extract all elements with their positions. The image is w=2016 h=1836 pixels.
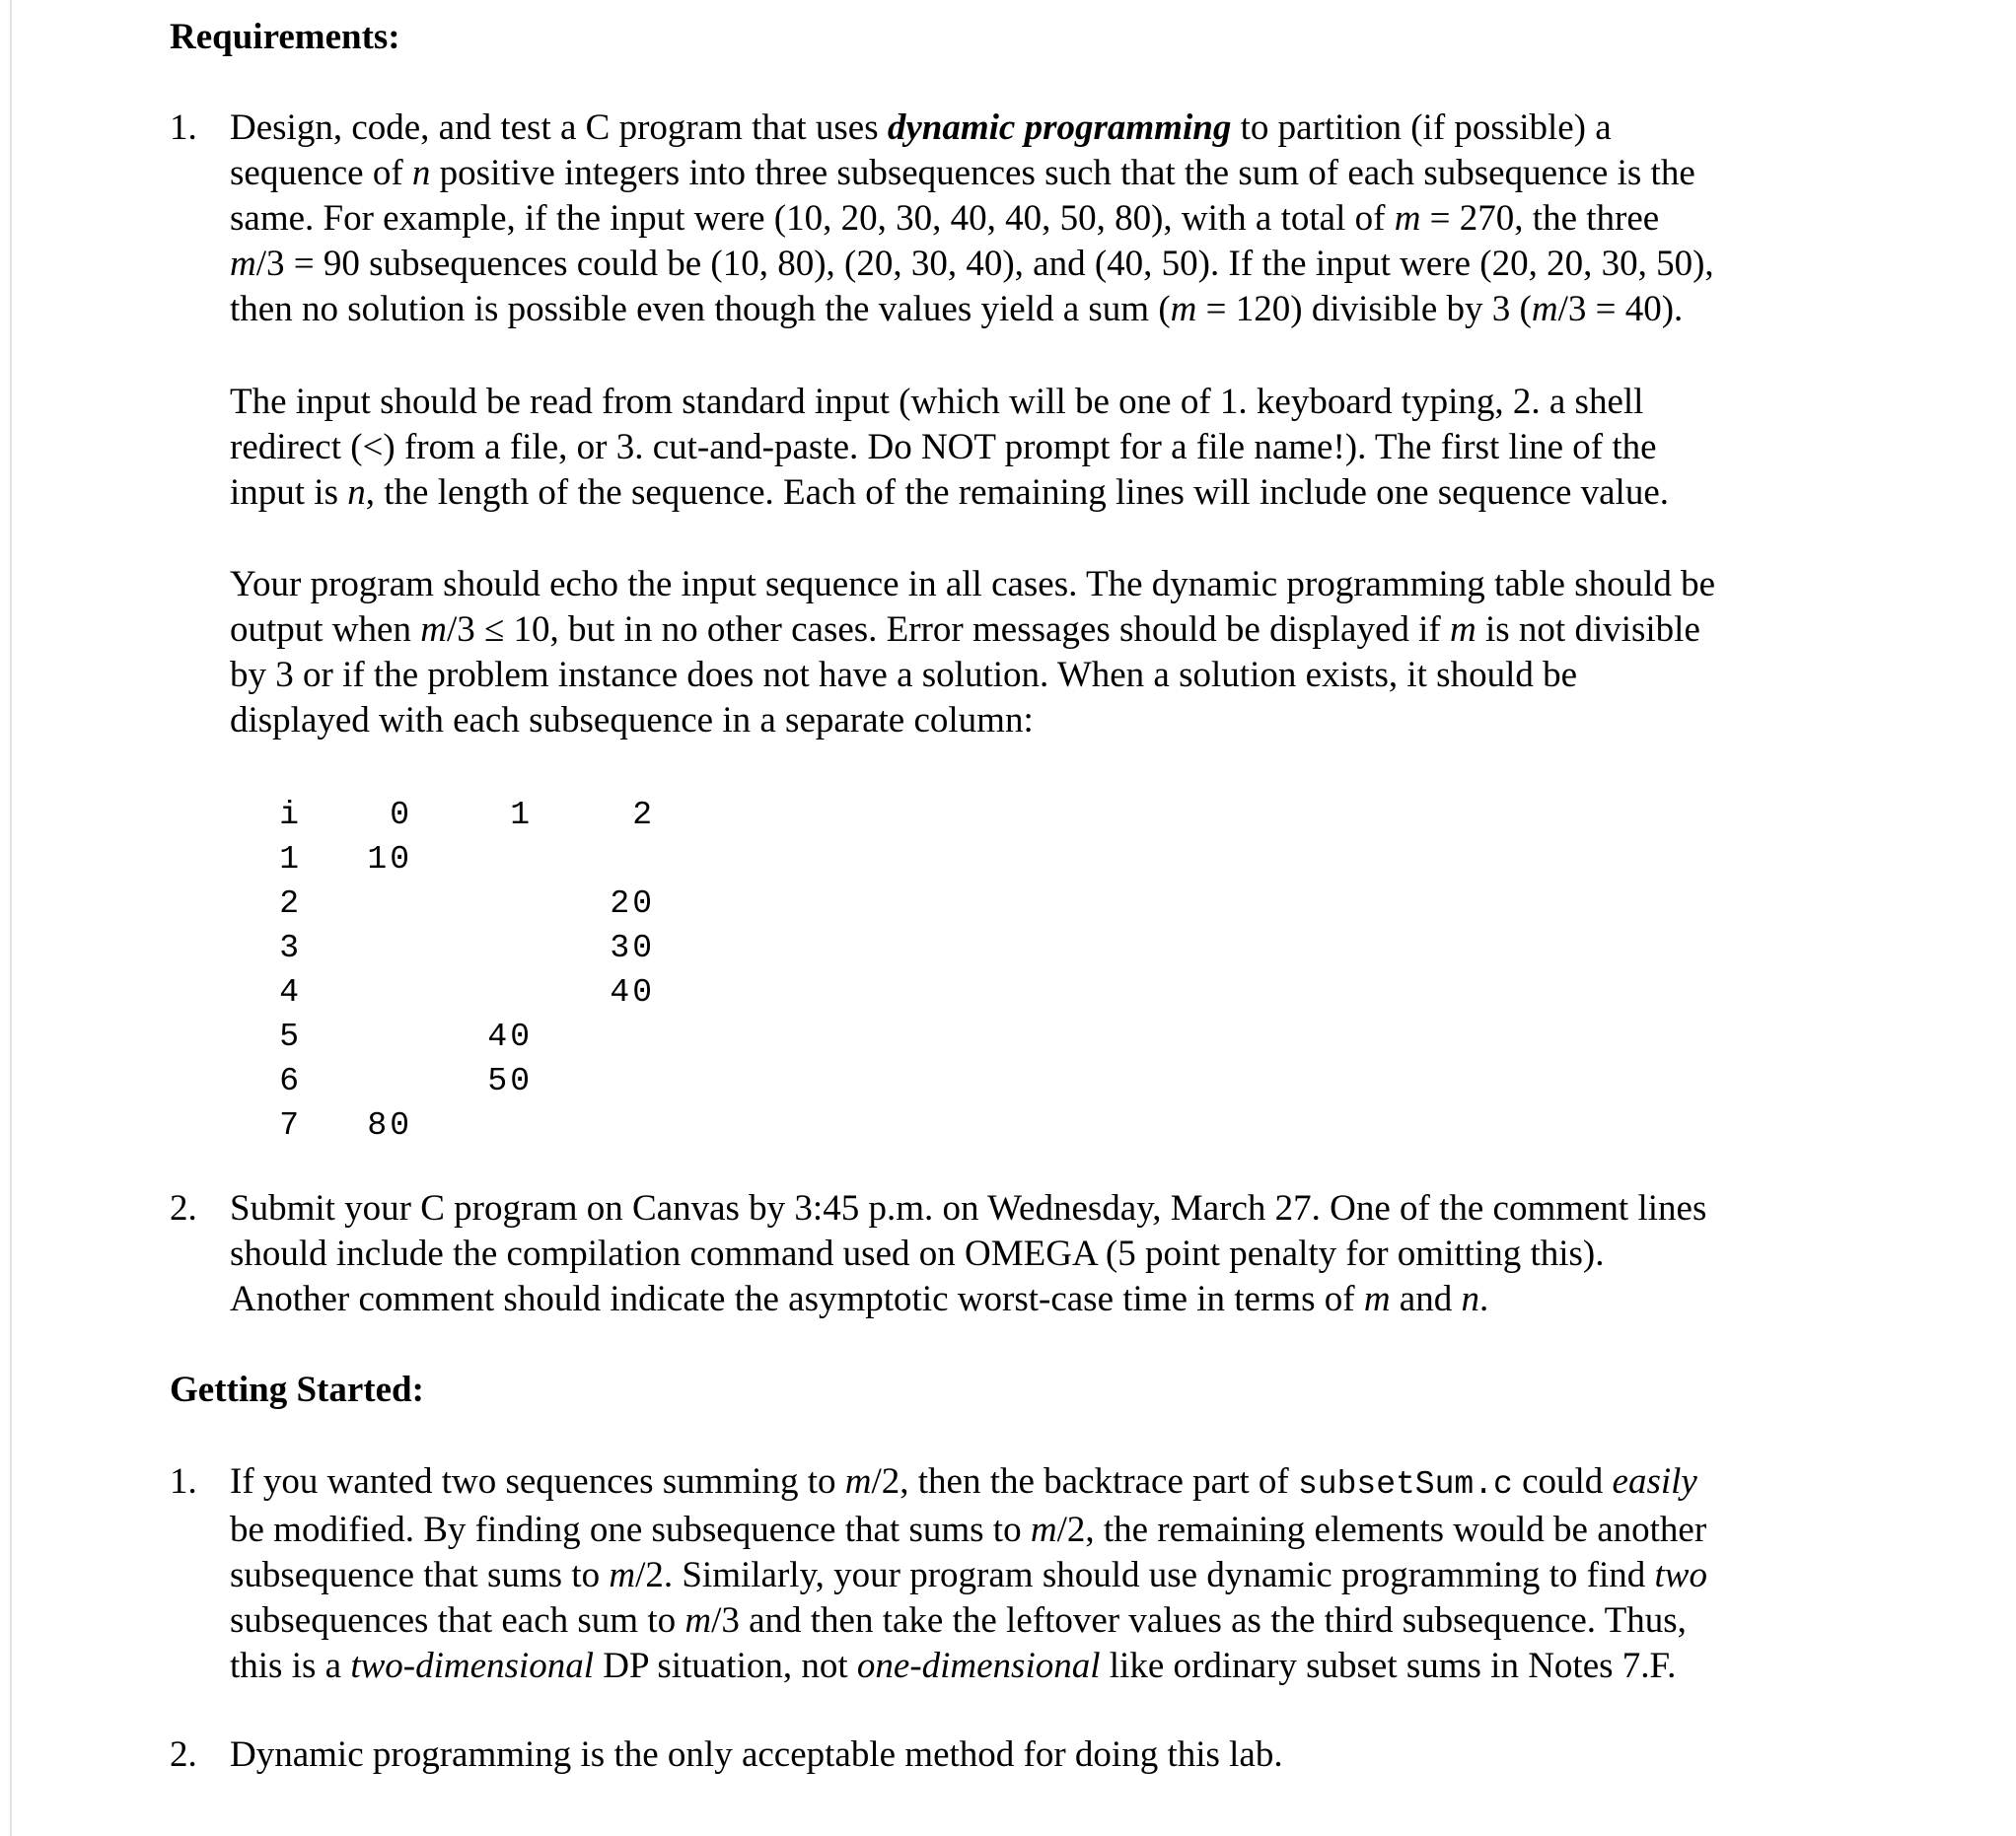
table-cell: 20 <box>610 885 655 922</box>
getting-started-item-1-paragraph <box>230 1459 1707 1689</box>
table-cell: 30 <box>610 930 655 966</box>
requirements-item-1-paragraph-1 <box>230 106 1714 332</box>
text-line: Another comment should indicate the asymptotic worst-case time in terms of m and n. <box>230 1279 1489 1319</box>
text-line: If you wanted two sequences summing to m/2, then the backtrace part of subsetSum.c could easily <box>230 1461 1697 1503</box>
table-cell: 5 <box>279 1019 302 1055</box>
table-row <box>227 1103 700 1148</box>
table-row <box>227 926 700 970</box>
table-header-cell: i <box>279 797 302 833</box>
table-cell: 80 <box>367 1107 412 1144</box>
requirements-item-1-number: 1. <box>170 107 197 148</box>
text-line: m/3 = 90 subsequences could be (10, 80), (20, 30, 40), and (40, 50). If the input were (20, 20, 30, 50), <box>230 244 1714 284</box>
getting-started-heading: Getting Started: <box>170 1370 424 1410</box>
getting-started-item-1-number: 1. <box>170 1461 197 1502</box>
table-cell: 2 <box>279 885 302 922</box>
requirements-item-1-paragraph-2 <box>230 380 1669 516</box>
text-line: should include the compilation command used on OMEGA (5 point penalty for omitting this). <box>230 1234 1605 1274</box>
text-line: subsequences that each sum to m/3 and then take the leftover values as the third subsequence. Thus, <box>230 1600 1687 1641</box>
text-line: input is n, the length of the sequence. Each of the remaining lines will include one sequence value. <box>230 472 1670 513</box>
code-filename: subsetSum.c <box>1297 1466 1513 1503</box>
table-row <box>227 882 700 926</box>
requirements-item-2-paragraph <box>230 1186 1706 1322</box>
table-row <box>227 1059 700 1103</box>
text-line: Design, code, and test a C program that uses dynamic programming to partition (if possible) a <box>230 107 1612 148</box>
table-cell: 40 <box>610 974 655 1011</box>
page-edge-divider <box>10 0 12 1836</box>
table-cell: 4 <box>279 974 302 1011</box>
table-cell: 50 <box>487 1063 533 1099</box>
text-line: same. For example, if the input were (10, 20, 30, 40, 40, 50, 80), with a total of m = 270, the three <box>230 198 1660 239</box>
requirements-item-2-number: 2. <box>170 1188 197 1229</box>
text-line: subsequence that sums to m/2. Similarly, your program should use dynamic programming to find two <box>230 1555 1707 1595</box>
table-cell: 1 <box>279 841 302 878</box>
text-line: this is a two-dimensional DP situation, not one-dimensional like ordinary subset sums in Notes 7.F. <box>230 1646 1677 1686</box>
getting-started-item-2-number: 2. <box>170 1734 197 1775</box>
table-cell: 6 <box>279 1063 302 1099</box>
getting-started-item-2-paragraph <box>230 1732 1283 1778</box>
text-line: Your program should echo the input sequence in all cases. The dynamic programming table should be <box>230 564 1716 604</box>
table-header-row <box>227 793 700 837</box>
text-line: Dynamic programming is the only acceptable method for doing this lab. <box>230 1734 1283 1775</box>
text-line: by 3 or if the problem instance does not have a solution. When a solution exists, it should be <box>230 655 1578 695</box>
table-cell: 40 <box>487 1019 533 1055</box>
table-header-cell: 0 <box>390 797 412 833</box>
text-line: displayed with each subsequence in a separate column: <box>230 700 1034 741</box>
table-row <box>227 1015 700 1059</box>
text-line: redirect (<) from a file, or 3. cut-and-paste. Do NOT prompt for a file name!). The first line of the <box>230 427 1657 467</box>
requirements-heading: Requirements: <box>170 17 400 57</box>
text-line: output when m/3 ≤ 10, but in no other cases. Error messages should be displayed if m is not divisible <box>230 609 1700 650</box>
text-line: then no solution is possible even though the values yield a sum (m = 120) divisible by 3 (m/3 = 40). <box>230 289 1684 329</box>
table-header-cell: 2 <box>632 797 655 833</box>
text-line: sequence of n positive integers into three subsequences such that the sum of each subsequence is the <box>230 153 1695 193</box>
table-cell: 10 <box>367 841 412 878</box>
text-line: The input should be read from standard input (which will be one of 1. keyboard typing, 2. a shell <box>230 382 1644 422</box>
requirements-item-1-paragraph-3 <box>230 562 1715 743</box>
table-cell: 3 <box>279 930 302 966</box>
table-cell: 7 <box>279 1107 302 1144</box>
table-row <box>227 837 700 882</box>
table-row <box>227 970 700 1015</box>
table-header-cell: 1 <box>510 797 533 833</box>
text-line: Submit your C program on Canvas by 3:45 p.m. on Wednesday, March 27. One of the comment lines <box>230 1188 1707 1229</box>
text-line: be modified. By finding one subsequence that sums to m/2, the remaining elements would be another <box>230 1510 1707 1550</box>
